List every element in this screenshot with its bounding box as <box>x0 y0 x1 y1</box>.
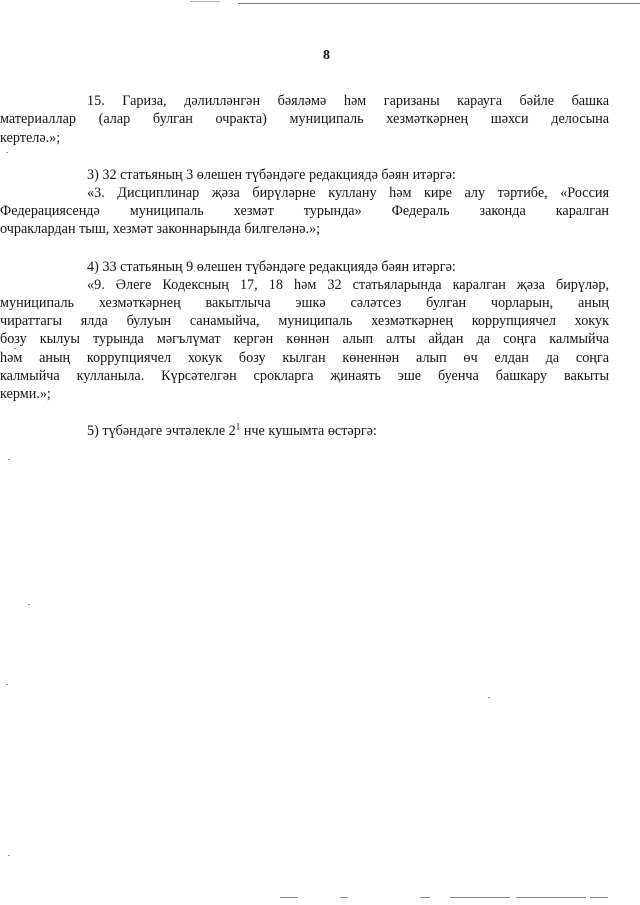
amendment-4-quote-line-5: һәм аның коррупциячел хокук бозу кылган көненнән алып өч елдан да соңга <box>0 349 609 366</box>
amendment-4-quote-line-7: керми.»; <box>0 386 51 403</box>
amendment-4-quote-line-6: калмыйча кулланыла. Күрсәтелгән срокларга җинаять эше буенча башкару вакыты <box>0 367 609 384</box>
amendment-4-quote-line-4: бозу кылуы турында мәгълүмат кергән көннән алып алты айдан да соңга калмыйча <box>0 331 609 348</box>
amendment-3-quote-line-2: Федерациясендә муниципаль хезмәт турында» Федераль законда каралган <box>0 203 609 220</box>
paragraph-item-15-line-3: кертелә.»; <box>0 129 61 146</box>
amendment-5 <box>87 422 609 440</box>
paragraph-item-15-line-1: 15. Гариза, дәлилләнгән бәяләмә һәм гаризаны карауга бәйле башка <box>87 93 609 110</box>
scan-speck <box>14 348 16 349</box>
document-body <box>0 92 609 440</box>
scan-speck <box>6 684 8 685</box>
amendment-5-text-start: 5) түбәндәге эчтәлекле 2 <box>87 423 236 440</box>
amendment-5-text-end: нче кушымта өстәргә: <box>240 423 377 440</box>
scan-speck <box>28 604 30 605</box>
amendment-3-quote-line-3: очраклардан тыш, хезмәт законнарында билгеләнә.»; <box>0 221 321 238</box>
paragraph-item-15-line-2: материаллар (алар булган очракта) муниципаль хезмәткәрнең шәхси делосына <box>0 111 609 128</box>
scan-footer-artifacts <box>280 897 610 901</box>
amendment-3 <box>0 166 609 239</box>
scan-edge-line <box>238 3 640 4</box>
page-number: 8 <box>323 48 330 63</box>
scan-speck <box>8 855 10 856</box>
amendment-4-quote-line-2: муниципаль хезмәткәрнең вакытлыча эшкә сәләтсез булган чорларын, аның <box>0 295 609 312</box>
scan-speck <box>488 697 490 698</box>
amendment-3-quote-line-1: «3. Дисциплинар җәза бирүләрне куллану һәм кире алу тәртибе, «Россия <box>87 185 609 202</box>
paragraph-item-15 <box>0 92 609 147</box>
amendment-3-intro: 3) 32 статьяның 3 өлешен түбәндәге редакциядә бәян итәргә: <box>87 166 456 183</box>
amendment-4-quote-line-3: чираттагы ялда булуын санамыйча, муниципаль хезмәткәрнең коррупциячел хокук <box>0 313 609 330</box>
scan-edge-mark <box>190 1 220 2</box>
amendment-4-quote-line-1: «9. Әлеге Кодексның 17, 18 һәм 32 статьяларында каралган җәза бирүләр, <box>87 276 609 293</box>
scan-speck <box>6 152 8 153</box>
amendment-4 <box>0 258 609 404</box>
amendment-5-superscript: 1 <box>235 421 241 432</box>
scan-speck <box>8 459 10 460</box>
amendment-4-intro: 4) 33 статьяның 9 өлешен түбәндәге редакциядә бәян итәргә: <box>87 258 456 275</box>
